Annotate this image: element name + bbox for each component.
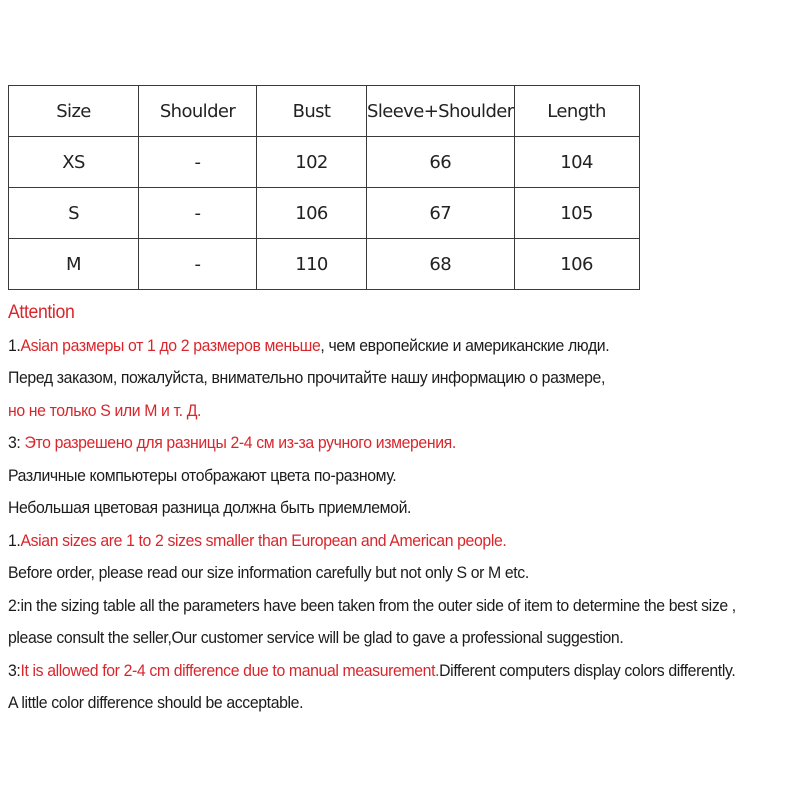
note-highlight: Asian sizes are 1 to 2 sizes smaller than European and American people. [20,530,507,550]
header-shoulder: Shoulder [139,86,257,137]
table-header-row [9,86,640,137]
cell-length: 104 [514,137,639,188]
cell-bust: 106 [257,188,367,239]
note-ru-4 [8,427,745,460]
note-en-4: please consult the seller,Our customer service will be glad to gave a professional suggestion. [8,628,624,647]
note-en-6: A little color difference should be acceptable. [8,693,304,712]
cell-length: 106 [514,239,639,290]
size-notes [8,297,800,720]
cell-bust: 102 [257,137,367,188]
header-sleeve-shoulder: Sleeve+Shoulder [367,86,515,137]
cell-size: M [9,239,139,290]
table-row [9,239,640,290]
note-en-2: Before order, please read our size information carefully but not only S or M etc. [8,563,529,582]
header-size: Size [9,86,139,137]
cell-shoulder: - [139,137,257,188]
note-en-1 [8,525,745,558]
cell-bust: 110 [257,239,367,290]
cell-size: S [9,188,139,239]
header-bust: Bust [257,86,367,137]
note-number: 3: [8,660,21,680]
cell-shoulder: - [139,188,257,239]
note-highlight: Asian размеры от 1 до 2 размеров меньше [20,335,321,355]
note-number: 3: [8,433,25,452]
note-number: 1. [8,530,21,550]
note-en-5 [8,655,745,688]
table-row [9,188,640,239]
note-text: Different computers display colors differently. [439,660,736,680]
cell-sleeve-shoulder: 66 [367,137,515,188]
note-ru-3: но не только S или M и т. Д. [8,400,202,420]
note-en-3: 2:in the sizing table all the parameters have been taken from the outer side of item to determine the best size , [8,595,736,615]
header-length: Length [514,86,639,137]
cell-size: XS [9,137,139,188]
attention-heading: Attention [8,302,75,323]
cell-length: 105 [514,188,639,239]
note-ru-1 [8,330,745,363]
cell-shoulder: - [139,239,257,290]
size-chart-table [8,85,640,290]
table-row [9,137,640,188]
cell-sleeve-shoulder: 68 [367,239,515,290]
note-number: 1. [8,335,21,355]
note-ru-6: Небольшая цветовая разница должна быть приемлемой. [8,498,412,517]
cell-sleeve-shoulder: 67 [367,188,515,239]
note-highlight: It is allowed for 2-4 cm difference due to manual measurement. [20,660,440,680]
note-ru-2: Перед заказом, пожалуйста, внимательно прочитайте нашу информацию о размере, [8,368,605,387]
note-highlight: Это разрешено для разницы 2-4 см из-за ручного измерения. [24,433,456,452]
note-text: , чем европейские и американские люди. [320,335,610,355]
note-ru-5: Различные компьютеры отображают цвета по-разному. [8,465,397,485]
